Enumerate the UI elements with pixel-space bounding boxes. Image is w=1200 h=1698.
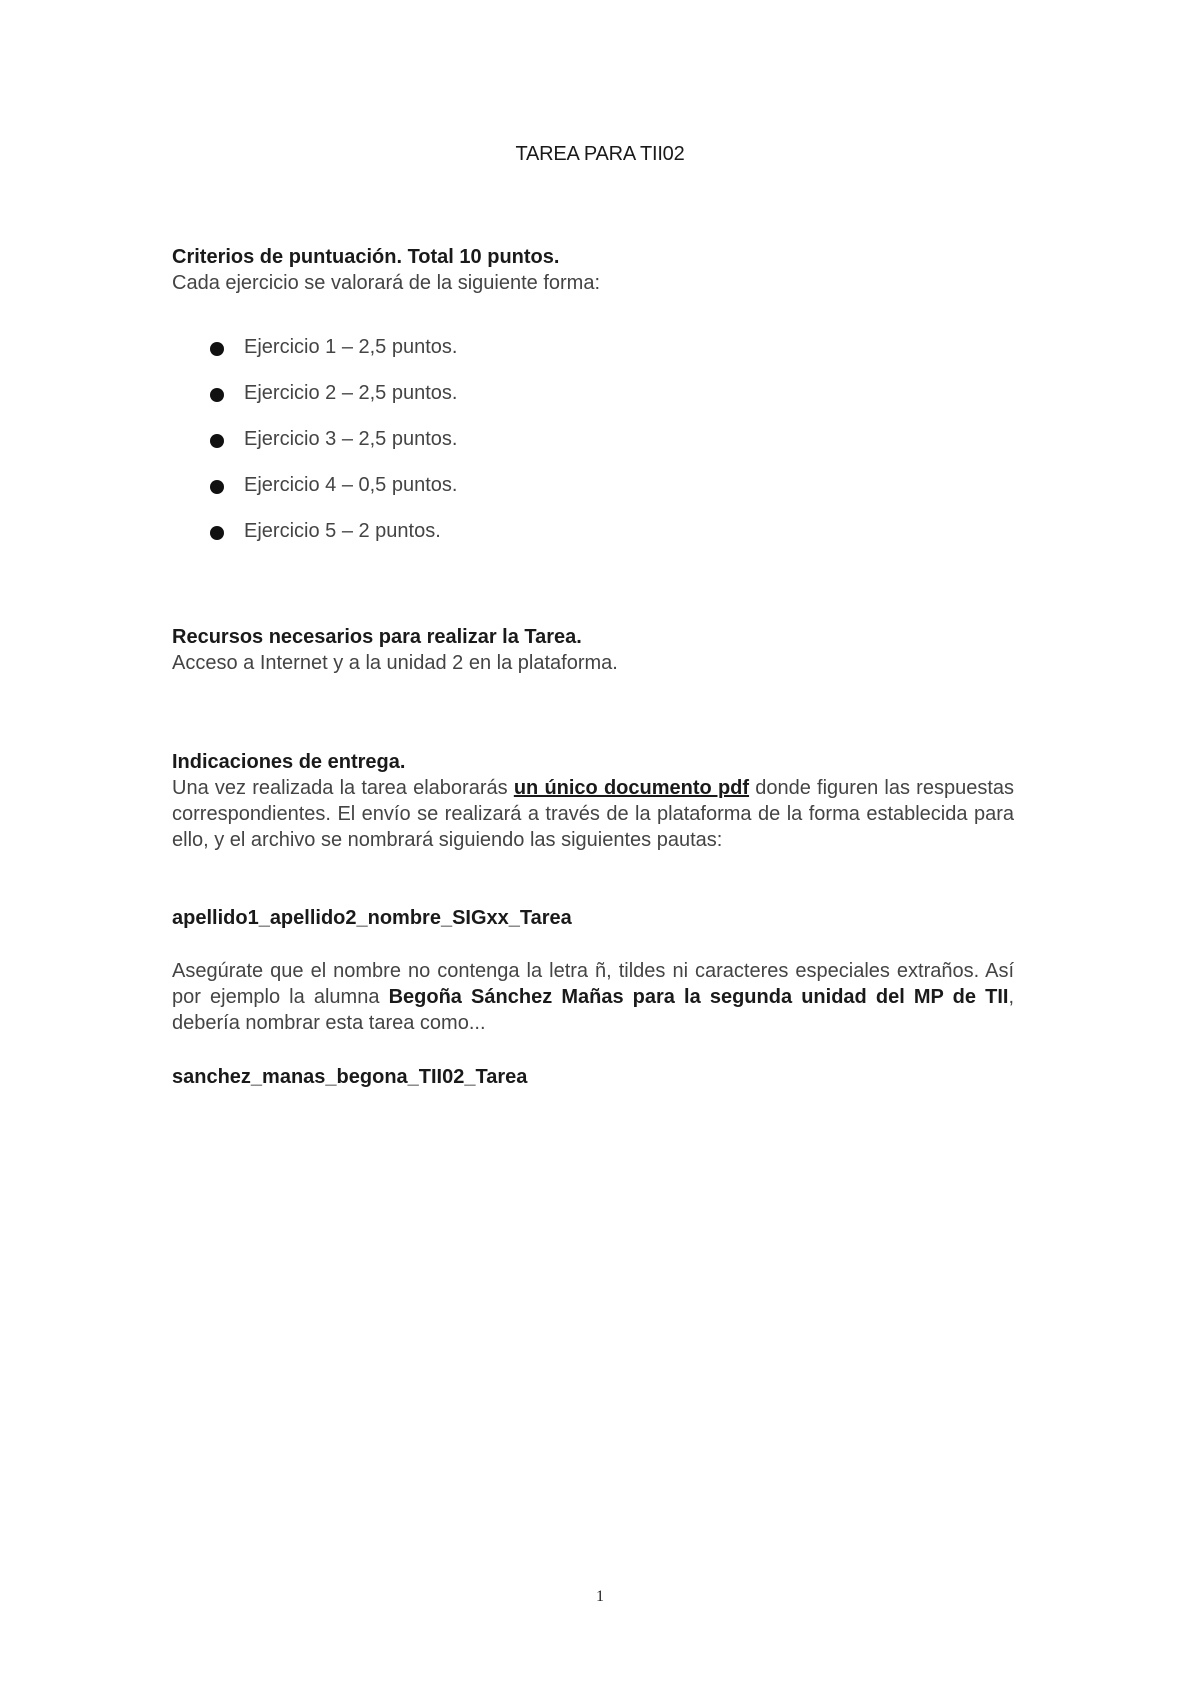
bullet-icon xyxy=(210,388,224,402)
criteria-item: Ejercicio 2 – 2,5 puntos. xyxy=(244,382,458,404)
resources-text: Acceso a Internet y a la unidad 2 en la plataforma. xyxy=(172,652,618,674)
criteria-intro: Cada ejercicio se valorará de la siguiente forma: xyxy=(172,272,600,294)
naming-text-part2: , debería nombrar esta tarea como... xyxy=(172,986,1014,1034)
naming-text-part1: Asegúrate que el nombre no contenga la letra ñ, tildes ni caracteres especiales extraños. Así por ejemplo la alumna xyxy=(172,960,1014,1008)
document-title: TAREA PARA TII02 xyxy=(515,143,685,165)
delivery-text-part1: Una vez realizada la tarea elaborarás xyxy=(172,777,514,799)
list-item xyxy=(210,380,457,426)
resources-section xyxy=(172,624,1014,676)
bullet-icon xyxy=(210,342,224,356)
list-item xyxy=(210,518,457,564)
bullet-icon xyxy=(210,480,224,494)
criteria-heading: Criterios de puntuación. Total 10 puntos. xyxy=(172,246,560,268)
delivery-text-part2: donde figuren las respuestas correspondientes. El envío se realizará a través de la plataforma de la forma establecida para ello, y el archivo se nombrará siguiendo las siguientes pautas: xyxy=(172,777,1014,851)
delivery-section xyxy=(172,749,1014,853)
emphasis-pdf: un único documento pdf xyxy=(513,777,750,799)
list-item xyxy=(210,426,457,472)
page-number: 1 xyxy=(596,1588,604,1605)
filename-pattern: apellido1_apellido2_nombre_SIGxx_Tarea xyxy=(172,907,572,929)
criteria-item: Ejercicio 3 – 2,5 puntos. xyxy=(244,428,458,450)
resources-heading: Recursos necesarios para realizar la Tarea. xyxy=(172,626,582,648)
naming-emphasis: Begoña Sánchez Mañas para la segunda unidad del MP de TII xyxy=(388,986,1009,1008)
bullet-icon xyxy=(210,434,224,448)
criteria-section xyxy=(172,244,1014,296)
delivery-heading: Indicaciones de entrega. xyxy=(172,751,406,773)
criteria-list xyxy=(210,334,457,564)
filename-example: sanchez_manas_begona_TII02_Tarea xyxy=(172,1066,528,1088)
criteria-item: Ejercicio 5 – 2 puntos. xyxy=(244,520,441,542)
list-item xyxy=(210,334,457,380)
naming-paragraph xyxy=(172,958,1014,1036)
criteria-item: Ejercicio 1 – 2,5 puntos. xyxy=(244,336,458,358)
list-item xyxy=(210,472,457,518)
criteria-item: Ejercicio 4 – 0,5 puntos. xyxy=(244,474,458,496)
delivery-paragraph xyxy=(172,775,1014,853)
bullet-icon xyxy=(210,526,224,540)
